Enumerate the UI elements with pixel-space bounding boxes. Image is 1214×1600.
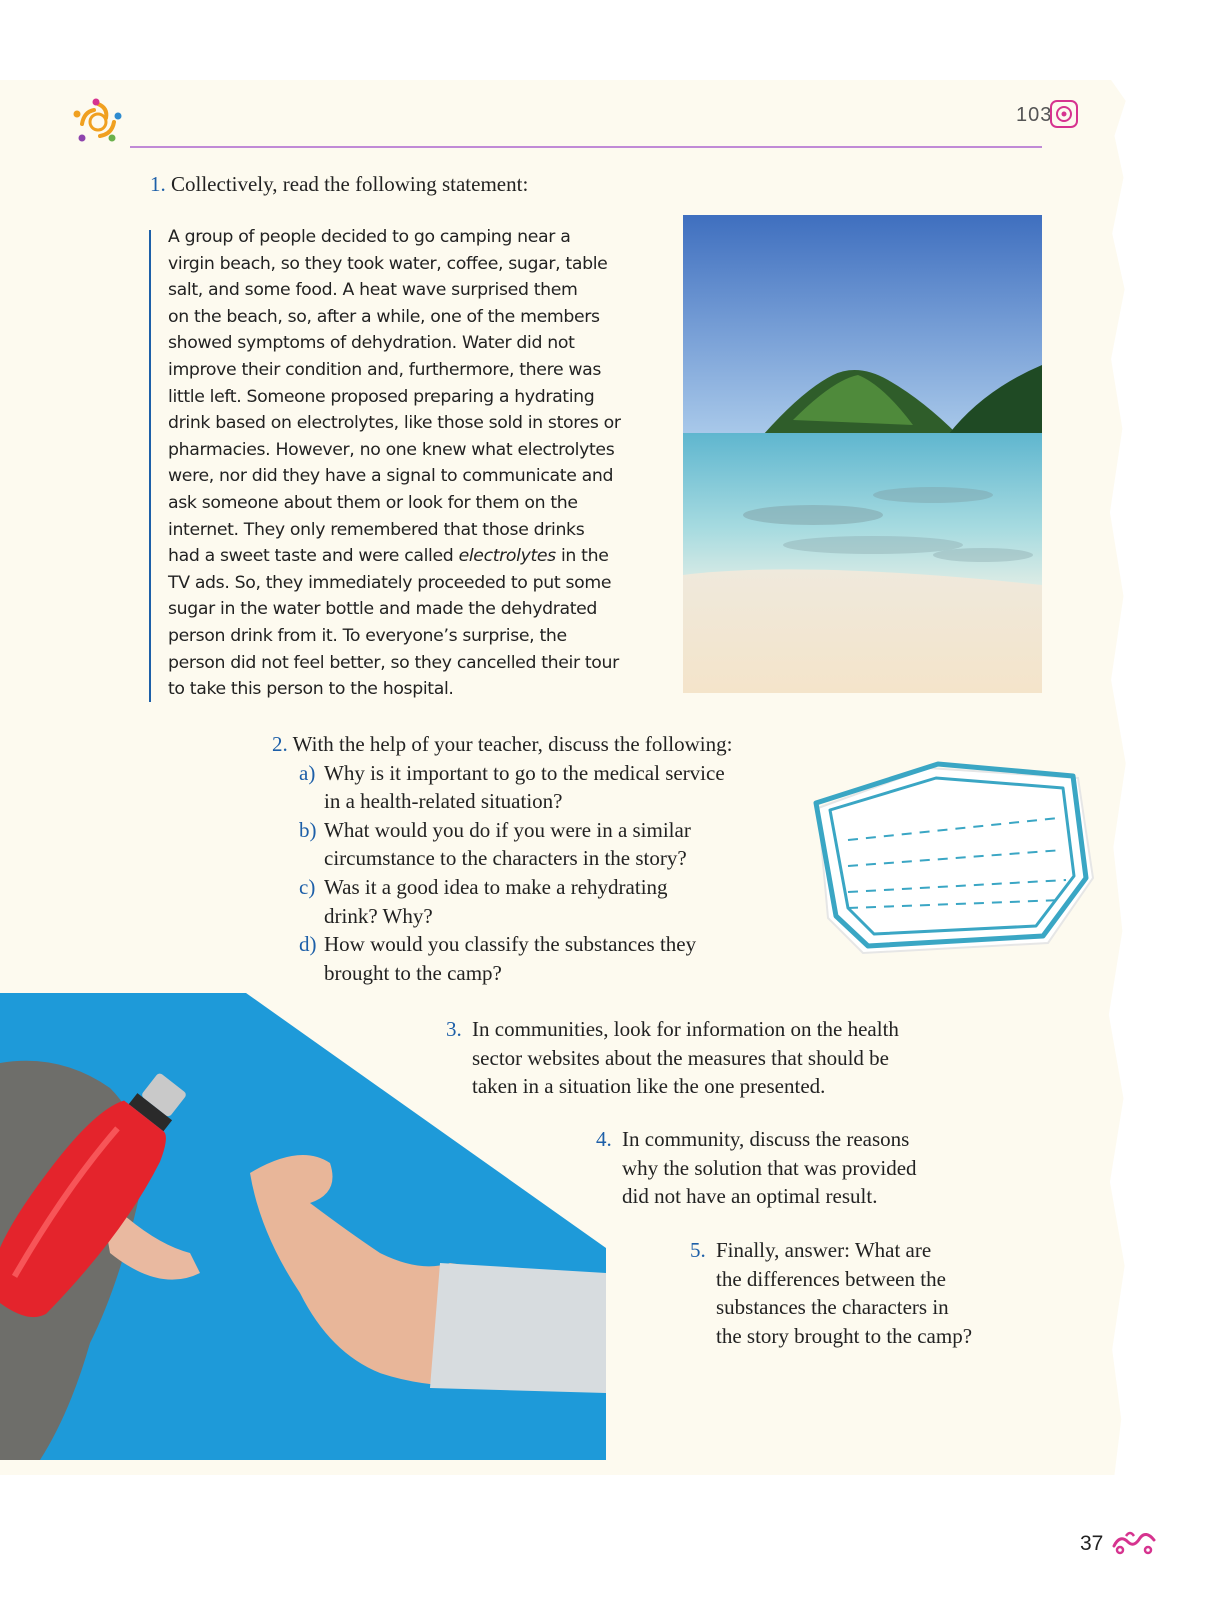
item-letter: a) xyxy=(299,760,316,785)
story-text xyxy=(168,224,668,703)
item-line: in a health-related situation? xyxy=(324,789,563,814)
question-5-line: the story brought to the camp? xyxy=(716,1323,973,1348)
question-5-number: 5. xyxy=(690,1238,706,1262)
story-line: improve their condition and, furthermore, there was xyxy=(168,359,602,380)
note-box-illustration xyxy=(808,758,1098,968)
story-line: salt, and some food. A heat wave surprised them xyxy=(168,280,578,301)
question-3-line: In communities, look for information on the health xyxy=(472,1017,899,1041)
question-3 xyxy=(446,1015,966,1101)
question-2-number: 2. xyxy=(272,732,288,756)
question-4-line: In community, discuss the reasons xyxy=(622,1127,910,1151)
story-line: ask someone about them or look for them on the xyxy=(168,492,578,513)
story-line: person did not feel better, so they cancelled their tour xyxy=(168,652,619,673)
story-line xyxy=(168,543,668,570)
question-2-item xyxy=(272,930,784,987)
story-text-segment: in the xyxy=(555,546,609,567)
question-5-line: substances the characters in xyxy=(716,1295,949,1319)
question-3-line: taken in a situation like the one presented. xyxy=(472,1074,826,1098)
question-2-item xyxy=(272,873,784,930)
story-text-segment: had a sweet taste and were called xyxy=(168,546,454,567)
story-line: showed symptoms of dehydration. Water did not xyxy=(168,333,575,354)
item-line: circumstance to the characters in the story? xyxy=(324,846,687,871)
story-line: A group of people decided to go camping near a xyxy=(168,227,571,247)
question-2-lead xyxy=(272,730,784,759)
item-line: What would you do if you were in a similar xyxy=(324,817,691,842)
ornament-icon xyxy=(1050,100,1078,128)
question-2 xyxy=(272,730,784,987)
story-line: were, nor did they have a signal to communicate and xyxy=(168,466,614,487)
story-line: TV ads. So, they immediately proceeded to put some xyxy=(168,572,612,593)
story-line: internet. They only remembered that those drinks xyxy=(168,519,585,540)
question-2-list xyxy=(272,759,784,988)
story-line: virgin beach, so they took water, coffee, sugar, table xyxy=(168,253,608,274)
question-1-prompt: Collectively, read the following statement: xyxy=(171,172,529,196)
header-rule xyxy=(130,146,1042,148)
item-letter: c) xyxy=(299,874,316,899)
question-1 xyxy=(150,172,528,197)
item-letter: b) xyxy=(299,817,317,842)
question-3-line: sector websites about the measures that should be xyxy=(472,1045,889,1070)
beach-photo xyxy=(683,215,1042,693)
item-line: How would you classify the substances they xyxy=(324,932,697,957)
question-2-text: With the help of your teacher, discuss the following: xyxy=(292,732,733,756)
question-2-item xyxy=(272,816,784,873)
question-4-number: 4. xyxy=(596,1127,612,1151)
question-3-number: 3. xyxy=(446,1017,462,1041)
ornament-icon xyxy=(1110,1528,1158,1558)
story-line: little left. Someone proposed preparing a hydrating xyxy=(168,386,595,407)
question-5-line: the differences between the xyxy=(716,1266,946,1291)
question-1-number: 1. xyxy=(150,172,166,196)
item-letter: d) xyxy=(299,932,317,957)
question-2-item xyxy=(272,759,784,816)
question-5-line: Finally, answer: What are xyxy=(716,1238,932,1262)
item-line: Why is it important to go to the medical service xyxy=(324,760,725,785)
story-italic-term: electrolytes xyxy=(458,546,556,567)
story-line: pharmacies. However, no one knew what electrolytes xyxy=(168,439,615,460)
item-line: Was it a good idea to make a rehydrating xyxy=(324,874,668,899)
footer-page-number: 37 xyxy=(1080,1532,1104,1555)
story-line: drink based on electrolytes, like those sold in stores or xyxy=(168,413,621,434)
item-line: drink? Why? xyxy=(324,903,433,928)
story-line: on the beach, so, after a while, one of the members xyxy=(168,306,600,327)
story-line: sugar in the water bottle and made the dehydrated xyxy=(168,599,598,620)
header-page-number: 103 xyxy=(1016,104,1053,126)
story-quote-bar xyxy=(149,230,151,702)
question-5 xyxy=(690,1236,1030,1350)
question-4-line: why the solution that was provided xyxy=(622,1155,917,1180)
community-logo-icon xyxy=(72,96,124,148)
question-4 xyxy=(596,1125,976,1211)
item-line: brought to the camp? xyxy=(324,960,502,985)
question-4-line: did not have an optimal result. xyxy=(622,1184,878,1208)
story-line: person drink from it. To everyone’s surprise, the xyxy=(168,625,567,646)
story-line: to take this person to the hospital. xyxy=(168,679,454,700)
